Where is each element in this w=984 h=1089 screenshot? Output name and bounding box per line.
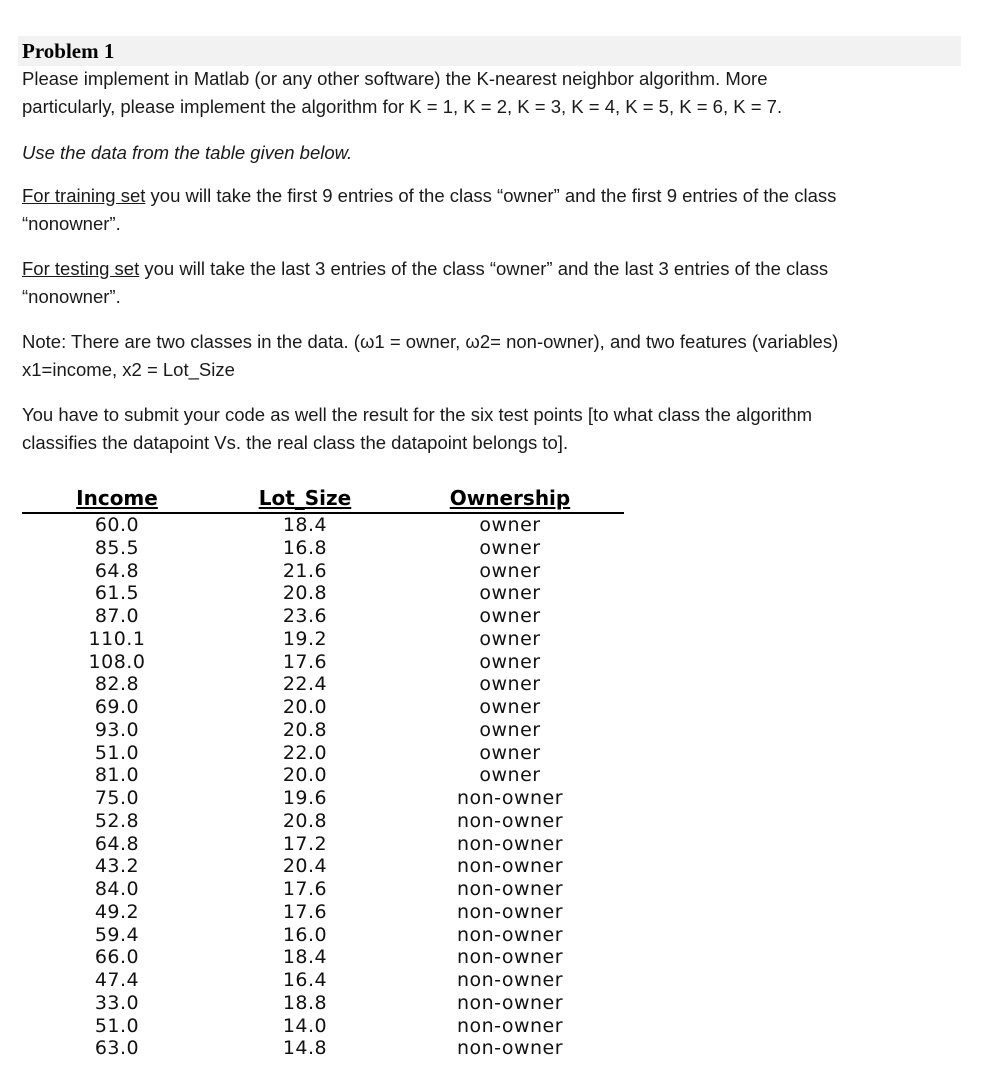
testing-text: you will take the last 3 entries of the class “owner” and the last 3 entries of the class — [139, 258, 829, 279]
lot-size-cell: 17.6 — [282, 878, 328, 900]
training-paragraph — [22, 182, 952, 238]
lot-size-cell: 20.8 — [282, 809, 328, 832]
ownership-cell: owner — [479, 605, 541, 627]
lot-size-cell: 14.8 — [282, 1037, 328, 1060]
income-cell: 87.0 — [94, 605, 140, 627]
ownership-cell: owner — [479, 718, 541, 741]
ownership-cell: non-owner — [456, 855, 564, 878]
lot-size-cell: 19.6 — [282, 787, 328, 809]
table-row — [22, 651, 624, 674]
income-cell: 64.8 — [94, 832, 140, 855]
ownership-cell: non-owner — [456, 787, 564, 809]
income-cell: 75.0 — [94, 787, 140, 809]
lot-size-cell: 18.4 — [282, 514, 328, 536]
ownership-cell: owner — [479, 696, 541, 718]
lot-size-cell: 16.8 — [282, 536, 328, 559]
ownership-cell: non-owner — [456, 878, 564, 900]
table-row — [22, 764, 624, 787]
ownership-cell: non-owner — [456, 969, 564, 991]
intro-paragraph — [22, 65, 952, 121]
table-row — [22, 742, 624, 765]
lot-size-cell: 22.4 — [282, 673, 328, 696]
table-row — [22, 673, 624, 696]
table-row — [22, 537, 624, 560]
intro-line-1: Please implement in Matlab (or any other software) the K-nearest neighbor algorithm. More — [22, 68, 768, 89]
table-row — [22, 605, 624, 628]
lot-size-cell: 18.8 — [282, 991, 328, 1014]
table-row — [22, 810, 624, 833]
ownership-cell: owner — [479, 559, 541, 582]
ownership-cell: owner — [479, 536, 541, 559]
table-row — [22, 719, 624, 742]
lot-size-cell: 20.0 — [282, 696, 328, 718]
header-ownership: Ownership — [449, 486, 571, 510]
table-row — [22, 924, 624, 947]
intro-line-2: particularly, please implement the algorithm for K = 1, K = 2, K = 3, K = 4, K = 5, K = 6, K = 7. — [22, 96, 783, 117]
income-cell: 51.0 — [94, 741, 140, 764]
table-row — [22, 855, 624, 878]
lot-size-cell: 22.0 — [282, 741, 328, 764]
lot-size-cell: 17.2 — [282, 832, 328, 855]
lot-size-cell: 20.8 — [282, 718, 328, 741]
income-cell: 49.2 — [94, 900, 140, 923]
table-row — [22, 787, 624, 810]
data-table — [22, 486, 624, 1060]
ownership-cell: non-owner — [456, 1037, 564, 1060]
lot-size-cell: 21.6 — [282, 559, 328, 582]
ownership-cell: owner — [479, 650, 541, 673]
income-cell: 43.2 — [94, 855, 140, 878]
table-row — [22, 514, 624, 537]
ownership-cell: owner — [479, 582, 541, 605]
ownership-cell: owner — [479, 514, 541, 536]
table-row — [22, 878, 624, 901]
lot-size-cell: 20.0 — [282, 764, 328, 787]
table-row — [22, 628, 624, 651]
ownership-cell: owner — [479, 764, 541, 787]
table-row — [22, 969, 624, 992]
income-cell: 51.0 — [94, 1014, 140, 1037]
income-cell: 81.0 — [94, 764, 140, 787]
table-row — [22, 1015, 624, 1038]
income-cell: 59.4 — [94, 923, 140, 946]
income-cell: 47.4 — [94, 969, 140, 991]
table-row — [22, 946, 624, 969]
ownership-cell: non-owner — [456, 832, 564, 855]
income-cell: 82.8 — [94, 673, 140, 696]
header-income: Income — [76, 486, 158, 510]
table-row — [22, 582, 624, 605]
training-text: you will take the first 9 entries of the class “owner” and the first 9 entries of the class — [145, 185, 837, 206]
note-line-2: x1=income, x2 = Lot_Size — [22, 359, 235, 380]
note-paragraph — [22, 328, 952, 384]
lot-size-cell: 19.2 — [282, 627, 328, 650]
income-cell: 60.0 — [94, 514, 140, 536]
ownership-cell: non-owner — [456, 991, 564, 1014]
income-cell: 63.0 — [94, 1037, 140, 1060]
heading-background — [18, 36, 961, 66]
table-row — [22, 992, 624, 1015]
income-cell: 66.0 — [94, 946, 140, 969]
lot-size-cell: 16.4 — [282, 969, 328, 991]
ownership-cell: non-owner — [456, 923, 564, 946]
testing-text-line-2: “nonowner”. — [22, 286, 121, 307]
ownership-cell: non-owner — [456, 900, 564, 923]
lot-size-cell: 17.6 — [282, 650, 328, 673]
use-data-note: Use the data from the table given below. — [22, 142, 353, 163]
income-cell: 69.0 — [94, 696, 140, 718]
income-cell: 52.8 — [94, 809, 140, 832]
submit-paragraph — [22, 401, 952, 457]
problem-title: Problem 1 — [22, 39, 115, 63]
lot-size-cell: 17.6 — [282, 900, 328, 923]
lot-size-cell: 16.0 — [282, 923, 328, 946]
training-text-line-2: “nonowner”. — [22, 213, 121, 234]
submit-line-2: classifies the datapoint Vs. the real class the datapoint belongs to]. — [22, 432, 569, 453]
testing-set-label: For testing set — [22, 258, 140, 279]
lot-size-cell: 20.4 — [282, 855, 328, 878]
income-cell: 84.0 — [94, 878, 140, 900]
table-header — [22, 486, 624, 514]
testing-paragraph — [22, 255, 952, 311]
income-cell: 64.8 — [94, 559, 140, 582]
ownership-cell: non-owner — [456, 1014, 564, 1037]
table-row — [22, 560, 624, 583]
ownership-cell: owner — [479, 673, 541, 696]
header-lot-size: Lot_Size — [258, 486, 352, 510]
submit-line-1: You have to submit your code as well the result for the six test points [to what class the algorithm — [22, 404, 813, 425]
lot-size-cell: 23.6 — [282, 605, 328, 627]
table-row — [22, 1037, 624, 1060]
income-cell: 33.0 — [94, 991, 140, 1014]
note-line-1: Note: There are two classes in the data. (ω1 = owner, ω2= non-owner), and two features (variables) — [22, 331, 839, 352]
ownership-cell: owner — [479, 741, 541, 764]
training-set-label: For training set — [22, 185, 146, 206]
table-body — [22, 514, 624, 1060]
ownership-cell: owner — [479, 627, 541, 650]
income-cell: 93.0 — [94, 718, 140, 741]
income-cell: 108.0 — [88, 650, 146, 673]
ownership-cell: non-owner — [456, 809, 564, 832]
lot-size-cell: 18.4 — [282, 946, 328, 969]
income-cell: 61.5 — [94, 582, 140, 605]
table-row — [22, 901, 624, 924]
income-cell: 110.1 — [88, 627, 146, 650]
lot-size-cell: 20.8 — [282, 582, 328, 605]
lot-size-cell: 14.0 — [282, 1014, 328, 1037]
income-cell: 85.5 — [94, 536, 140, 559]
table-row — [22, 696, 624, 719]
ownership-cell: non-owner — [456, 946, 564, 969]
table-row — [22, 833, 624, 856]
